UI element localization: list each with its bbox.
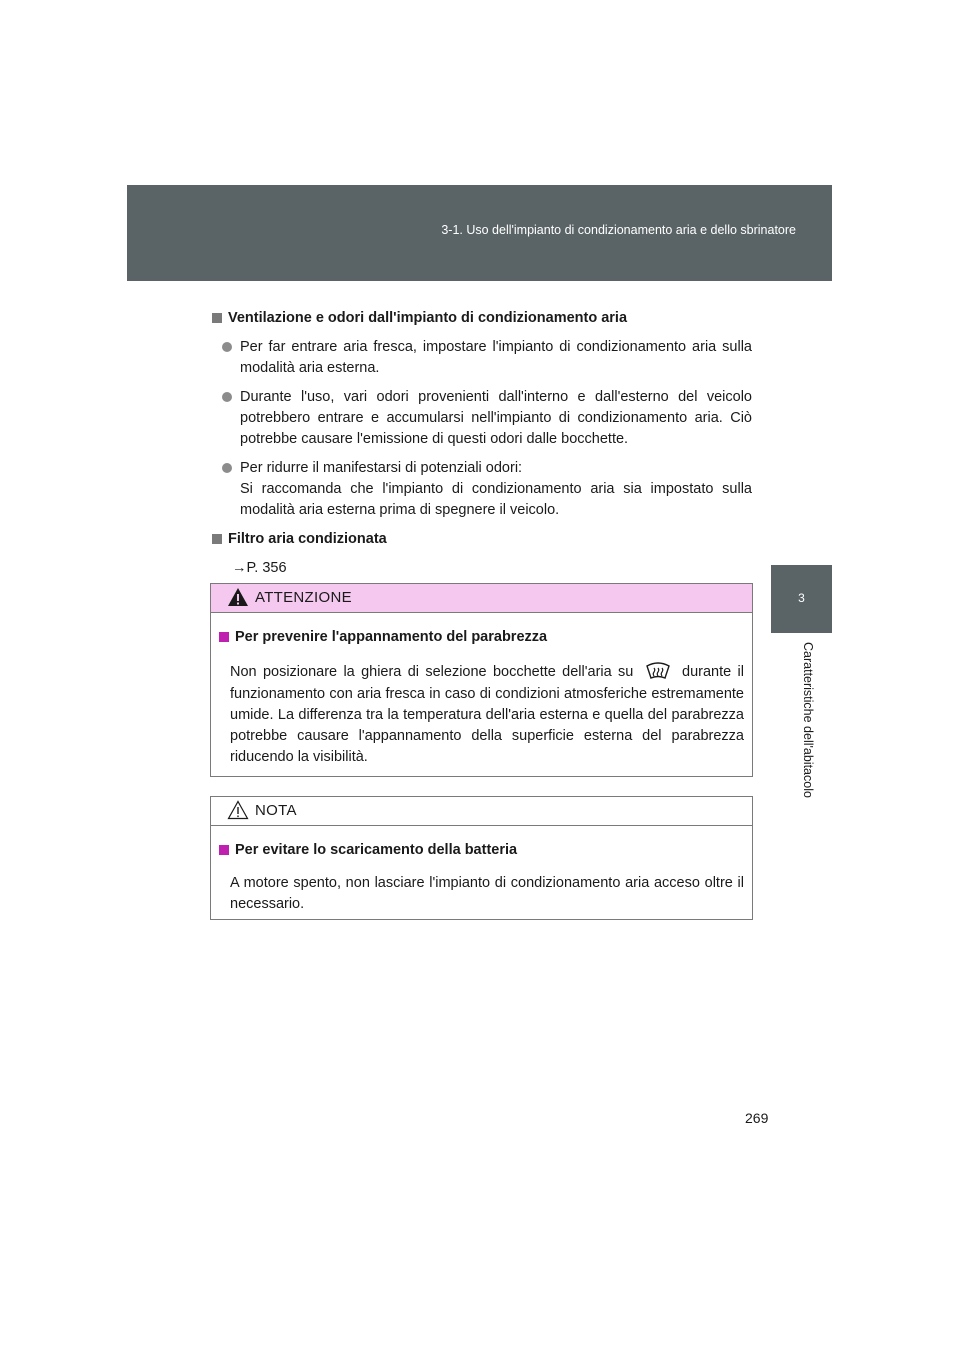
warning-text — [219, 660, 744, 768]
list-item-text: Per ridurre il manifestarsi di potenziali odori: — [240, 460, 523, 476]
chapter-side-tab — [771, 565, 832, 633]
bullet-dot-icon — [222, 463, 232, 473]
note-body — [211, 826, 752, 929]
warning-box — [210, 583, 753, 777]
bullet-dot-icon — [222, 392, 232, 402]
heading-square-icon — [212, 534, 222, 544]
note-header — [211, 797, 752, 826]
list-item — [222, 387, 752, 450]
note-label: NOTA — [255, 802, 297, 819]
note-text: A motore spento, non lasciare l'impianto di condizionamento aria acceso oltre il necessario. — [230, 875, 744, 912]
list-item-text: Per far entrare aria fresca, impostare l'impianto di condizionamento aria sulla modalità aria esterna. — [240, 339, 752, 376]
windshield-defrost-icon — [644, 660, 672, 684]
warning-label: ATTENZIONE — [255, 589, 352, 606]
subheading-square-icon — [219, 632, 229, 642]
chapter-title: 3-1. Uso dell'impianto di condizionamento aria e dello sbrinatore — [441, 223, 796, 237]
list-item-text: Si raccomanda che l'impianto di condizionamento aria sia impostato sulla modalità aria esterna prima di spegnere il veicolo. — [240, 481, 752, 518]
note-subheading — [219, 840, 744, 861]
page-number: 269 — [745, 1110, 769, 1126]
section-heading-text: Ventilazione e odori dall'impianto di condizionamento aria — [228, 310, 628, 326]
chapter-side-label: Caratteristiche dell'abitacolo — [801, 642, 815, 798]
section-heading-filter — [212, 529, 752, 550]
chapter-number: 3 — [798, 591, 805, 605]
caution-triangle-icon — [227, 800, 249, 820]
warning-text-after: durante il funzionamento con aria fresca in caso di condizioni atmosferiche estremamente umide. La differenza tra la temperatura dell'aria esterna e quella del parabrezza potrebbe causare l'appannamento della superficie esterna del parabrezza riducendo la visibilità. — [230, 663, 744, 765]
page-reference-link[interactable]: →P. 356 — [232, 560, 287, 576]
warning-text-before: Non posizionare la ghiera di selezione bocchette dell'aria su — [230, 663, 634, 680]
section-heading-ventilation — [212, 308, 752, 329]
warning-body — [211, 613, 752, 782]
warning-subheading — [219, 627, 744, 648]
note-box — [210, 796, 753, 920]
list-item — [222, 337, 752, 379]
chapter-header — [127, 185, 832, 281]
bullet-dot-icon — [222, 342, 232, 352]
note-subheading-text: Per evitare lo scaricamento della batteria — [235, 842, 518, 858]
main-content — [212, 308, 752, 579]
heading-square-icon — [212, 313, 222, 323]
warning-header — [211, 584, 752, 613]
warning-subheading-text: Per prevenire l'appannamento del parabrezza — [235, 629, 548, 645]
list-item-text: Durante l'uso, vari odori provenienti dall'interno e dall'esterno del veicolo potrebbero entrare e accumularsi nell'impianto di condizionamento aria. Ciò potrebbe causare l'emissione di questi odori dalle bocchette. — [240, 389, 752, 447]
list-item — [222, 458, 752, 521]
section-heading-text: Filtro aria condizionata — [228, 531, 387, 547]
subheading-square-icon — [219, 845, 229, 855]
warning-triangle-icon — [227, 587, 249, 607]
